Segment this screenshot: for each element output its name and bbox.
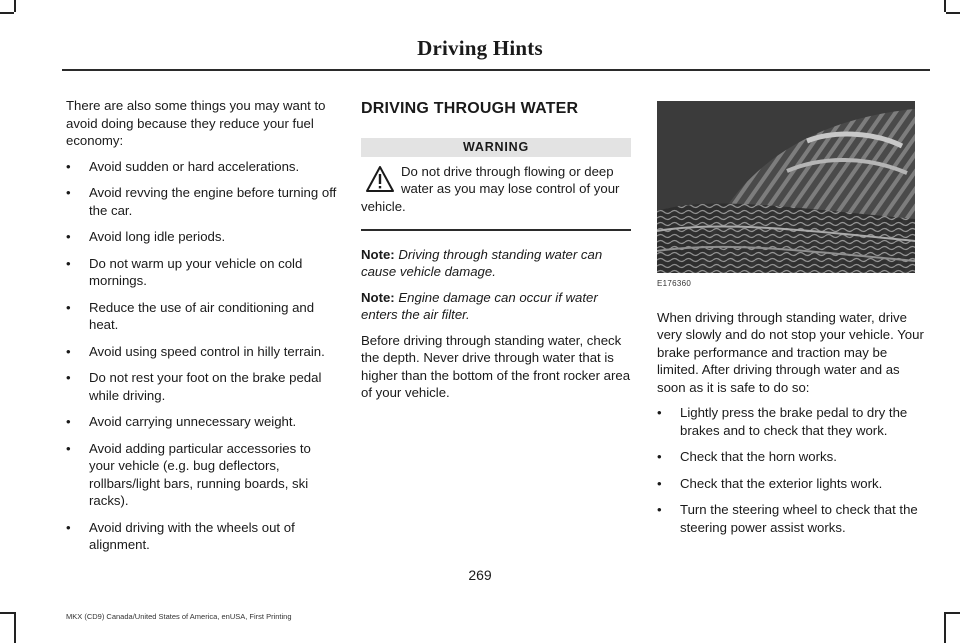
crop-mark (14, 612, 16, 643)
body-paragraph: When driving through standing water, drive very slowly and do not stop your vehicle. Your brake performance and traction may be limited. After driving through water and as soon as it is safe to do so: (657, 309, 924, 395)
list-item: • Reduce the use of air conditioning and heat. (66, 299, 315, 332)
bullet: • (66, 299, 71, 315)
column-middle (361, 97, 631, 410)
crop-mark (944, 612, 946, 643)
crop-mark (946, 612, 960, 614)
warning-triangle-icon (365, 165, 395, 193)
warning-text: Do not drive through flowing or deep water as you may lose control of your vehicle. (361, 163, 620, 214)
note: Note: Driving through standing water can cause vehicle damage. (361, 246, 603, 279)
fuel-economy-list (66, 158, 338, 554)
bullet: • (66, 414, 71, 429)
bullet: • (66, 255, 71, 271)
after-water-checklist (657, 404, 927, 536)
crop-mark (0, 612, 14, 614)
list-item: • Avoid using speed control in hilly terrain. (66, 343, 325, 359)
bullet: • (657, 449, 662, 464)
list-item: • Turn the steering wheel to check that the steering power assist works. (657, 502, 918, 535)
crop-mark (946, 12, 960, 14)
bullet: • (657, 502, 662, 517)
tire-in-water-image (657, 101, 915, 273)
list-item: • Avoid long idle periods. (66, 229, 226, 244)
list-item: • Check that the horn works. (657, 449, 837, 464)
column-right (657, 101, 927, 545)
warning-box (361, 163, 631, 219)
footer-text: MKX (CD9) Canada/United States of America, enUSA, First Printing (66, 612, 292, 621)
bullet: • (66, 440, 71, 456)
list-item: • Avoid adding particular accessories to your vehicle (e.g. bug deflectors, rollbars/light bars, running boards, ski racks). (66, 440, 311, 508)
crop-mark (944, 0, 946, 12)
bullet: • (66, 519, 71, 535)
list-item: • Do not warm up your vehicle on cold mornings. (66, 255, 303, 288)
list-item: • Avoid sudden or hard accelerations. (66, 158, 300, 174)
list-item: • Do not rest your foot on the brake pedal while driving. (66, 370, 322, 403)
bullet: • (66, 343, 71, 359)
warning-divider (361, 229, 631, 231)
crop-mark (0, 12, 14, 14)
note: Note: Engine damage can occur if water enters the air filter. (361, 289, 598, 322)
list-item: • Avoid carrying unnecessary weight. (66, 414, 297, 429)
section-heading: DRIVING THROUGH WATER (361, 100, 579, 117)
column-left (66, 97, 338, 563)
bullet: • (66, 158, 71, 174)
list-item: • Avoid revving the engine before turning off the car. (66, 185, 337, 218)
header-divider (62, 69, 930, 71)
tire-illustration (657, 101, 915, 273)
bullet: • (66, 229, 71, 244)
image-code: E176360 (657, 279, 692, 288)
list-item: • Avoid driving with the wheels out of alignment. (66, 519, 295, 552)
bullet: • (657, 405, 662, 420)
bullet: • (66, 370, 71, 385)
intro-paragraph: There are also some things you may want to avoid doing because they reduce your fuel economy: (66, 98, 326, 148)
bullet: • (66, 185, 71, 200)
list-item: • Check that the exterior lights work. (657, 475, 883, 491)
crop-mark (14, 0, 16, 12)
list-item: • Lightly press the brake pedal to dry the brakes and to check that they work. (657, 405, 908, 438)
page-title: Driving Hints (417, 36, 543, 60)
page-number: 269 (468, 567, 492, 583)
bullet: • (657, 475, 662, 491)
warning-header: WARNING (361, 138, 631, 157)
body-paragraph: Before driving through standing water, check the depth. Never drive through water that is higher than the bottom of the front rocker area of your vehicle. (361, 332, 631, 400)
